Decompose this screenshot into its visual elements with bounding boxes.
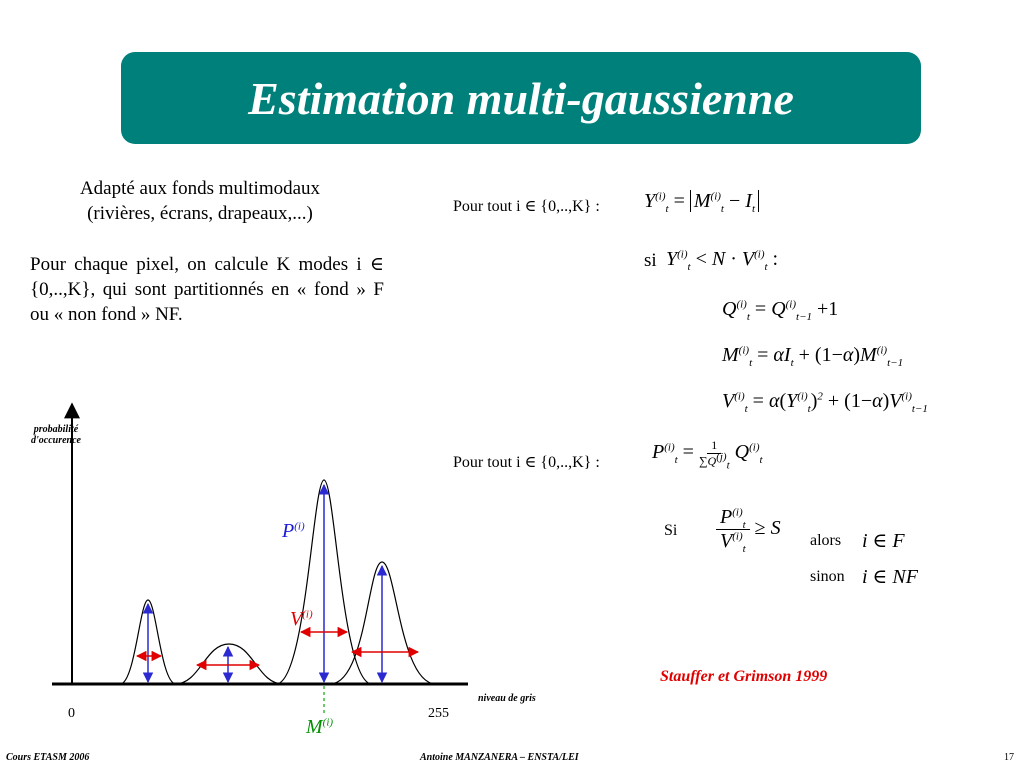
alors-label: alors xyxy=(810,532,842,549)
description-paragraph: Pour chaque pixel, on calcule K modes i ∈ {0,..,K}, qui sont partitionnés en « fond » F ou « non fond » NF. xyxy=(30,254,384,325)
gaussian-curve-4 xyxy=(330,562,436,684)
formula-M-update: $M^{(i)}_t = \alpha I_t + (1-\alpha)M^{(i)}_{t-1}$ xyxy=(722,344,904,369)
gaussian-curve-2 xyxy=(175,644,283,684)
pour-tout-label-1: Pour tout i ∈ {0,..,K} : xyxy=(453,198,600,215)
footer-author: Antoine MANZANERA – ENSTA/LEI xyxy=(420,752,579,763)
formula-ratio-test: $\frac{P^{(i)}_t}{V^{(i)}_t}$ ≥ S xyxy=(716,506,781,553)
y-axis-label-line-1: probabilité xyxy=(33,424,79,435)
slide-title: Estimation multi-gaussienne xyxy=(248,72,794,124)
label-M-i: $M^{(i)}$ xyxy=(306,716,334,738)
x-axis-max-label: 255 xyxy=(428,706,449,721)
Si-label: Si xyxy=(664,522,678,539)
formula-V-update: $V^{(i)}_t = \alpha(Y^{(i)}_t)^2 + (1-\alpha)V^{(i)}_{t-1}$ xyxy=(722,390,928,415)
si-label: si xyxy=(644,250,657,271)
formula-foreground: i ∈ F xyxy=(862,530,905,552)
formula-Q-update: $Q^{(i)}_t = Q^{(i)}_{t-1} +1$ xyxy=(722,298,839,323)
sinon-label: sinon xyxy=(810,568,845,585)
footer-page-number: 17 xyxy=(1004,752,1014,763)
x-axis-min-label: 0 xyxy=(68,706,75,721)
subtitle-line-1: Adapté aux fonds multimodaux xyxy=(79,178,321,199)
x-axis-label: niveau de gris xyxy=(478,693,536,704)
label-V-i: $V^{(i)}$ xyxy=(290,608,313,630)
label-P-i: $P^{(i)}$ xyxy=(282,520,305,542)
y-axis-label-line-2: d'occurence xyxy=(31,435,81,446)
footer-course: Cours ETASM 2006 xyxy=(6,752,90,763)
subtitle-line-2: (rivières, écrans, drapeaux,...) xyxy=(87,203,313,224)
citation: Stauffer et Grimson 1999 xyxy=(660,668,828,685)
pour-tout-label-2: Pour tout i ∈ {0,..,K} : xyxy=(453,454,600,471)
formula-P-definition: $P^{(i)}_t$ = $\frac{1}{\sum Q^{(j)}_t}$ $Q^{(i)}_t$ xyxy=(652,438,763,472)
formula-non-foreground: i ∈ NF xyxy=(862,566,918,588)
formula-condition: $Y^{(i)}_t < N \cdot V^{(i)}_t$ : xyxy=(666,248,779,273)
formula-Y-definition: $Y^{(i)}_t = M^{(i)}_t - I_t$ xyxy=(644,190,759,213)
